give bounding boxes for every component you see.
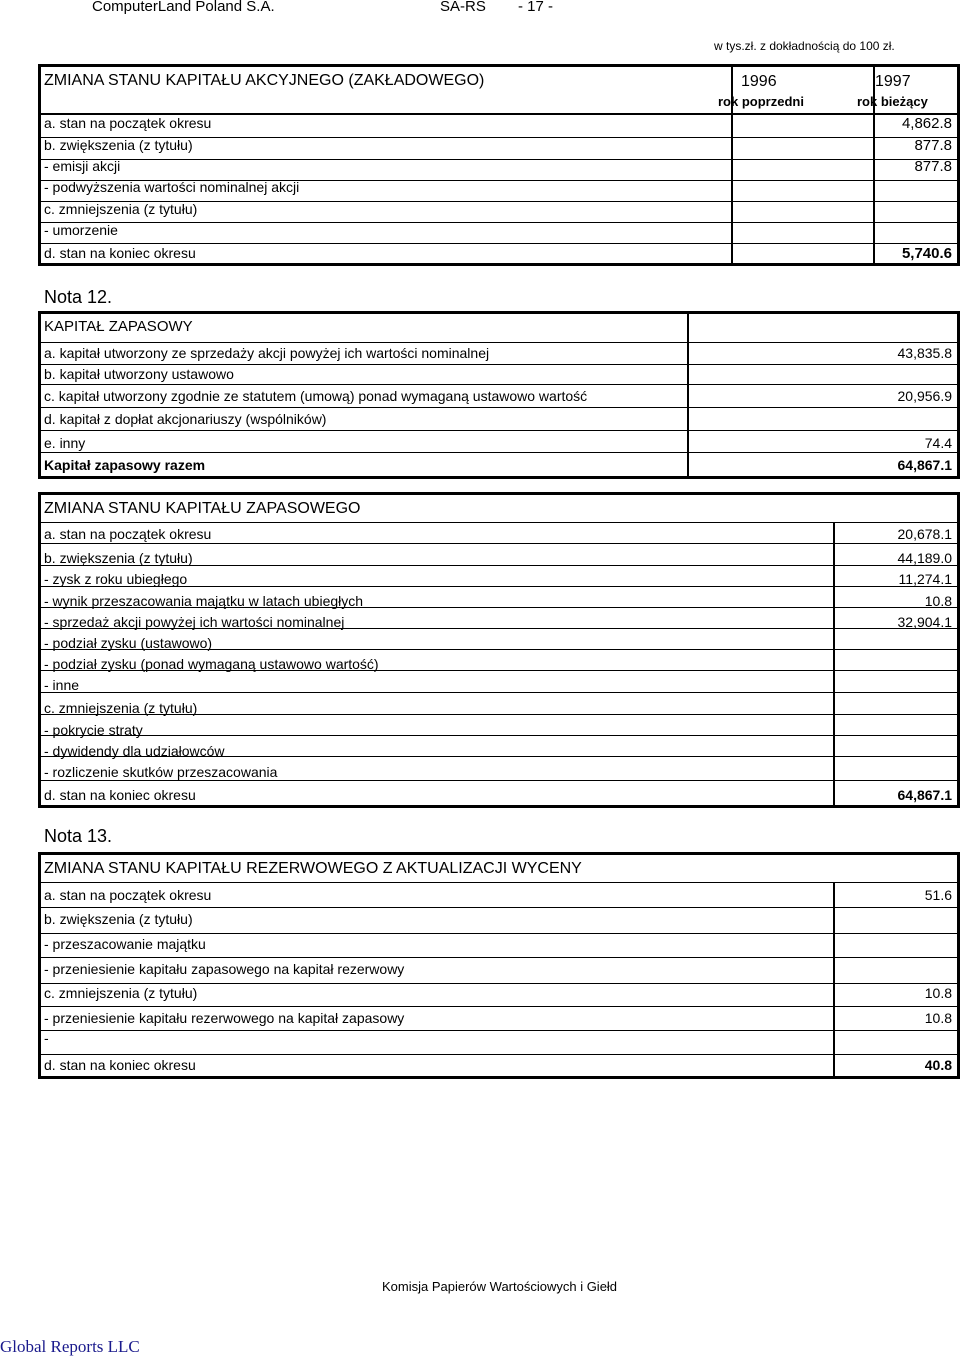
table-row-label: a. stan na początek okresu xyxy=(44,115,212,131)
table-row-label: a. kapitał utworzony ze sprzedaży akcji powyżej ich wartości nominalnej xyxy=(44,345,490,361)
table-row-label: - podwyższenia wartości nominalnej akcji xyxy=(44,179,300,195)
footer-commission: Komisja Papierów Wartościowych i Giełd xyxy=(382,1279,618,1294)
table-row-value: 10.8 xyxy=(924,985,952,1001)
table-row-label: c. zmniejszenia (z tytułu) xyxy=(44,201,198,217)
table-row-label: b. kapitał utworzony ustawowo xyxy=(44,366,234,382)
table-row-value: 10.8 xyxy=(924,593,952,609)
table-row-label: c. zmniejszenia (z tytułu) xyxy=(44,700,198,716)
table-row-value: 64,867.1 xyxy=(897,787,952,803)
table-row-label: b. zwiększenia (z tytułu) xyxy=(44,137,193,153)
unit-note: w tys.zł. z dokładnością do 100 zł. xyxy=(714,39,895,53)
table-row-value: 11,274.1 xyxy=(898,571,952,587)
table-row-label: d. kapitał z dopłat akcjonariuszy (wspólników) xyxy=(44,411,327,427)
table-row-label: Kapitał zapasowy razem xyxy=(44,457,206,473)
table-row-label: - podział zysku (ustawowo) xyxy=(44,635,213,651)
page-number: - 17 - xyxy=(518,0,554,15)
global-reports-watermark: Global Reports LLC xyxy=(0,1337,140,1356)
table-row-value: 40.8 xyxy=(924,1057,952,1073)
table-row-label: - rozliczenie skutków przeszacowania xyxy=(44,764,278,780)
table-row-value: 43,835.8 xyxy=(897,345,952,361)
table-row-label: e. inny xyxy=(44,435,86,451)
table-row-value: 20,956.9 xyxy=(897,388,952,404)
table-row-value: 74.4 xyxy=(924,435,952,451)
share-capital-title: ZMIANA STANU KAPITAŁU AKCYJNEGO (ZAKŁADOWEGO) xyxy=(44,72,485,89)
report-code: SA-RS xyxy=(440,0,486,15)
table-row-label: - przeniesienie kapitału zapasowego na kapitał rezerwowy xyxy=(44,961,405,977)
col-prev-label: rok poprzedni xyxy=(718,94,804,109)
reserve-change-title: ZMIANA STANU KAPITAŁU ZAPASOWEGO xyxy=(44,500,361,517)
table-row-label: - inne xyxy=(44,677,80,693)
table-row-value: 44,189.0 xyxy=(897,550,952,566)
table-row-label: d. stan na koniec okresu xyxy=(44,1057,196,1073)
share-capital-table xyxy=(38,64,960,266)
table-row-label: d. stan na koniec okresu xyxy=(44,787,196,803)
table-row-label: a. stan na początek okresu xyxy=(44,526,212,542)
table-row-label: - przeszacowanie majątku xyxy=(44,936,206,952)
table-row-label: - xyxy=(44,1030,49,1046)
table-row-label: - sprzedaż akcji powyżej ich wartości nominalnej xyxy=(44,614,345,630)
revaluation-reserve-title: ZMIANA STANU KAPITAŁU REZERWOWEGO Z AKTUALIZACJI WYCENY xyxy=(44,860,582,877)
table-row-label: - dywidendy dla udziałowców xyxy=(44,743,225,759)
table-row-value: 877.8 xyxy=(914,158,952,175)
table-row-label: - przeniesienie kapitału rezerwowego na kapitał zapasowy xyxy=(44,1010,405,1026)
table-row-value: 20,678.1 xyxy=(897,526,952,542)
col-curr-year: 1997 xyxy=(875,73,911,90)
company-name: ComputerLand Poland S.A. xyxy=(92,0,275,15)
col-prev-year: 1996 xyxy=(741,73,777,90)
table-row-value: 10.8 xyxy=(924,1010,952,1026)
table-row-label: b. zwiększenia (z tytułu) xyxy=(44,550,193,566)
table-row-label: - emisji akcji xyxy=(44,158,121,174)
nota-13-heading: Nota 13. xyxy=(44,826,113,846)
table-row-value: 32,904.1 xyxy=(897,614,952,630)
table-row-label: c. kapitał utworzony zgodnie ze statutem (umową) ponad wymaganą ustawowo wartość xyxy=(44,388,588,404)
col-curr-label: rok bieżący xyxy=(857,94,928,109)
table-row-label: a. stan na początek okresu xyxy=(44,887,212,903)
nota-12-heading: Nota 12. xyxy=(44,287,113,307)
table-row-label: - wynik przeszacowania majątku w latach ubiegłych xyxy=(44,593,364,609)
table-row-value: 5,740.6 xyxy=(901,245,952,262)
table-row-label: c. zmniejszenia (z tytułu) xyxy=(44,985,198,1001)
table-row-label: - umorzenie xyxy=(44,222,118,238)
table-row-value: 51.6 xyxy=(924,887,952,903)
table-row-label: - pokrycie straty xyxy=(44,722,143,738)
table-row-label: d. stan na koniec okresu xyxy=(44,245,196,261)
table-row-label: - podział zysku (ponad wymaganą ustawowo wartość) xyxy=(44,656,379,672)
table-row-value: 4,862.8 xyxy=(901,115,952,132)
table-row-label: b. zwiększenia (z tytułu) xyxy=(44,911,193,927)
reserve-capital-title: KAPITAŁ ZAPASOWY xyxy=(44,318,193,335)
table-row-value: 64,867.1 xyxy=(897,457,952,473)
table-row-label: - zysk z roku ubiegłego xyxy=(44,571,188,587)
table-row-value: 877.8 xyxy=(914,137,952,154)
